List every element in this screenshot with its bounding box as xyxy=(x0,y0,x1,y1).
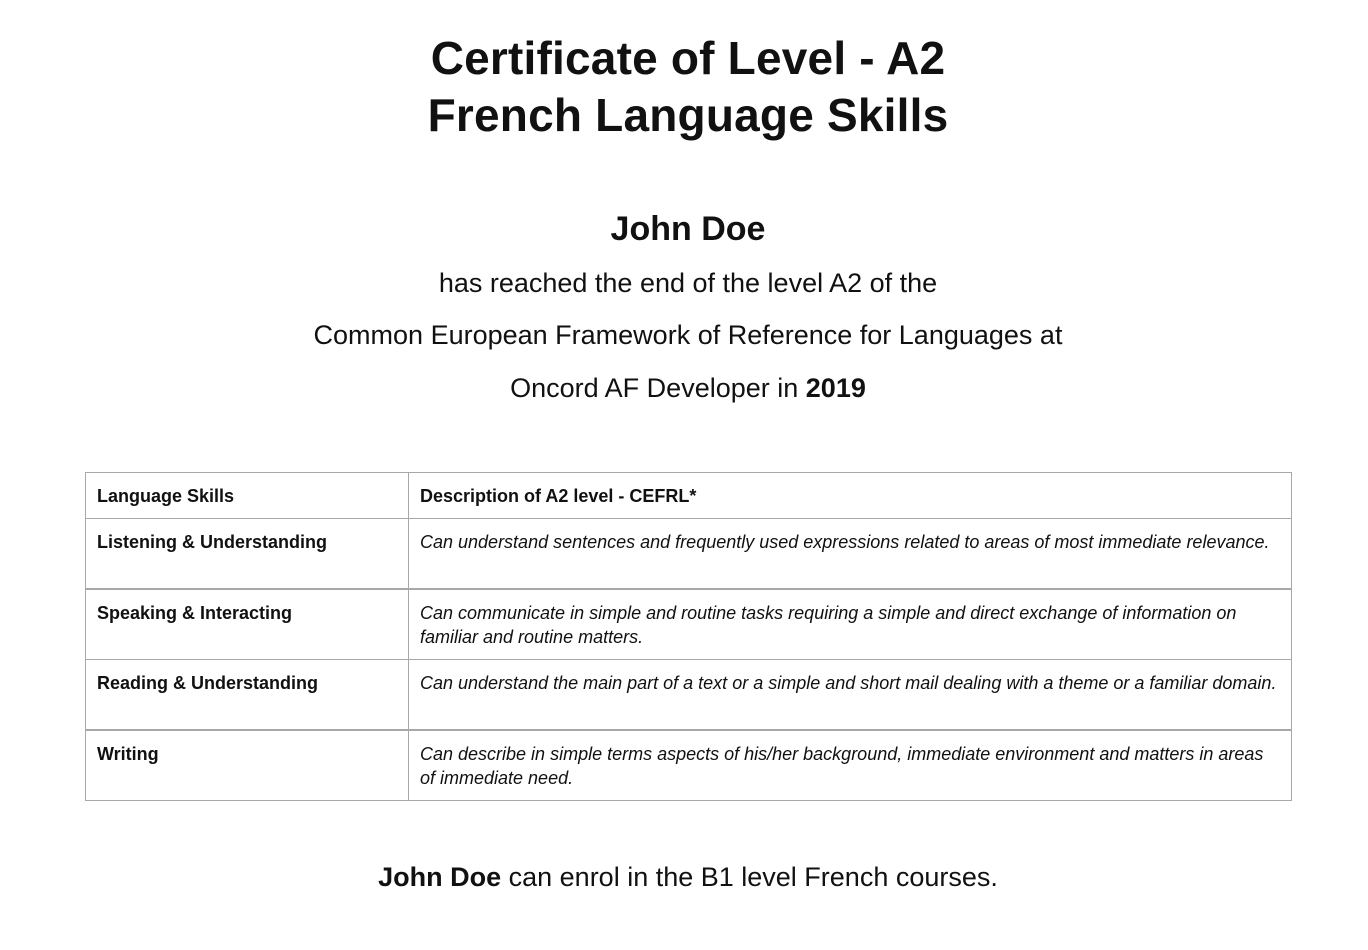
statement-line-3 xyxy=(0,371,1368,405)
skill-description: Can understand the main part of a text or a simple and short mail dealing with a theme or a familiar domain. xyxy=(409,660,1292,731)
skill-description: Can describe in simple terms aspects of his/her background, immediate environment and matters in areas of immediate need. xyxy=(409,730,1292,801)
footer-text: can enrol in the B1 level French courses. xyxy=(501,862,998,892)
skill-description: Can understand sentences and frequently used expressions related to areas of most immediate relevance. xyxy=(409,519,1292,590)
statement-line-2: Common European Framework of Reference for Languages at xyxy=(313,320,1063,350)
table-row xyxy=(86,660,1292,731)
skill-name: Listening & Understanding xyxy=(86,519,409,590)
table-row xyxy=(86,589,1292,660)
skill-name: Speaking & Interacting xyxy=(86,589,409,660)
statement-line-3-prefix: Oncord AF Developer in xyxy=(510,373,806,403)
footer-name: John Doe xyxy=(378,862,502,892)
table-row xyxy=(86,730,1292,801)
title-line-1: Certificate of Level - A2 xyxy=(430,32,946,84)
skill-name: Writing xyxy=(86,730,409,801)
header-language-skills: Language Skills xyxy=(86,473,409,519)
enrolment-note xyxy=(0,860,1368,894)
skill-name: Reading & Understanding xyxy=(86,660,409,731)
table-header-row xyxy=(86,473,1292,519)
title-line-2: French Language Skills xyxy=(427,89,949,141)
recipient-name: John Doe xyxy=(610,210,766,248)
table-row xyxy=(86,519,1292,590)
statement-line-1: has reached the end of the level A2 of the xyxy=(438,268,938,298)
certificate-title xyxy=(0,30,1368,144)
skill-description: Can communicate in simple and routine tasks requiring a simple and direct exchange of information on familiar and routine matters. xyxy=(409,589,1292,660)
header-description: Description of A2 level - CEFRL* xyxy=(409,473,1292,519)
certificate-year: 2019 xyxy=(805,373,866,403)
skills-table xyxy=(85,472,1292,801)
